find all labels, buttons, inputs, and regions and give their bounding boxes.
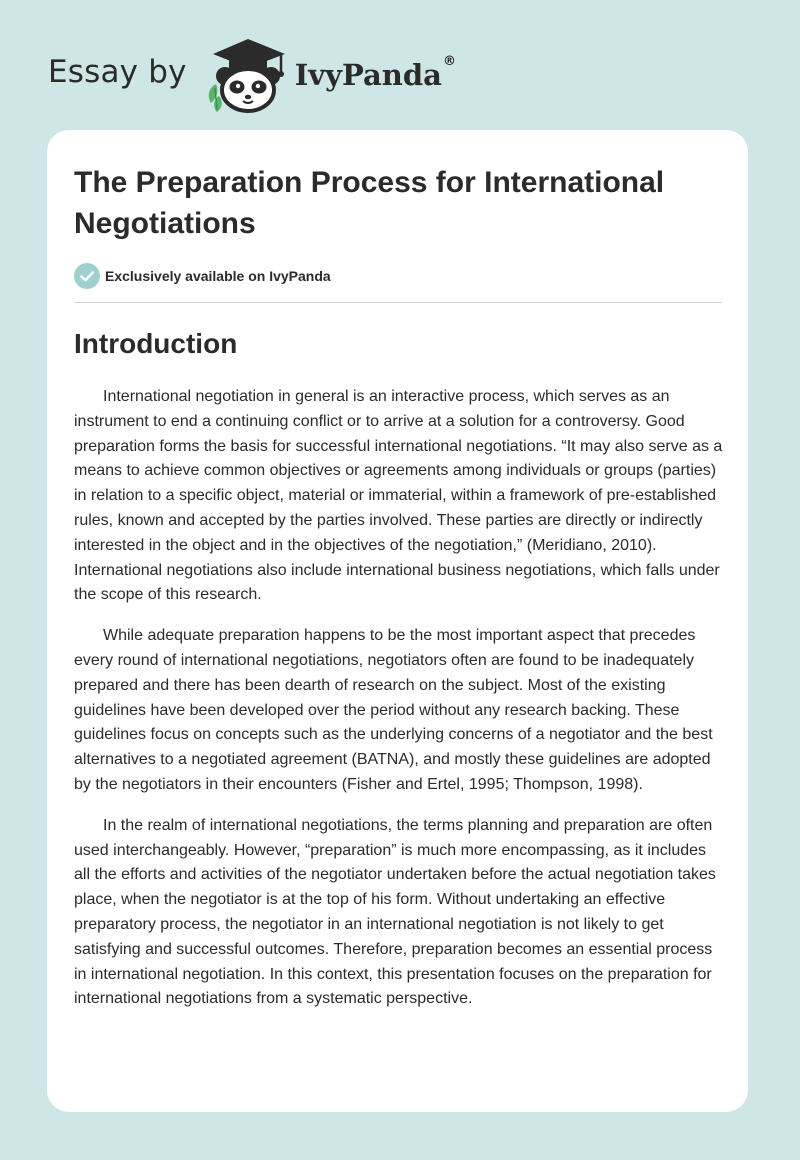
- brand-name: IvyPanda®: [294, 54, 456, 92]
- brand-essay-by: Essay by: [48, 54, 187, 90]
- exclusive-label: Exclusively available on IvyPanda: [105, 268, 331, 284]
- essay-title: The Preparation Process for International Negotiations: [74, 166, 665, 240]
- paragraph: International negotiation in general is an interactive process, which serves as an instrument to end a continuing conflict or to arrive at a solution for a controversy. Good preparation forms the basis for successful international negotiations. “It may also serve as a means to achieve common objectives or agreements among individuals or groups (parties) in relation to a specific object, material or immaterial, within a framework of pre-established rules, known and accepted by the parties involved. These parties are directly or indirectly interested in the object and in the objectives of the negotiation,” (Meridiano, 2010). International negotiations also include international business negotiations, which falls under the scope of this research.: [74, 388, 723, 604]
- essay-body: [74, 385, 724, 1028]
- section-heading-introduction: Introduction: [74, 328, 238, 359]
- exclusive-badge: [74, 263, 331, 289]
- title-divider: [74, 302, 722, 303]
- panda-logo-icon: [203, 34, 293, 114]
- site-brand[interactable]: [48, 34, 456, 114]
- check-circle-icon: [74, 263, 100, 289]
- essay-card: [47, 130, 748, 1112]
- paragraph: In the realm of international negotiations, the terms planning and preparation are often used interchangeably. However, “preparation” is much more encompassing, as it includes all the efforts and activities of the negotiator undertaken before the actual negotiation takes place, when the negotiator is at the top of his form. Without undertaking an effective preparatory process, the negotiator in an international negotiation is not likely to get satisfying and successful outcomes. Therefore, preparation becomes an essential process in international negotiation. In this context, this presentation focuses on the preparation for international negotiations from a systematic perspective.: [74, 816, 716, 1008]
- paragraph: While adequate preparation happens to be the most important aspect that precedes every round of international negotiations, negotiators often are found to be inadequately prepared and there has been dearth of research on the subject. Most of the existing guidelines have been developed over the period without any research backing. These guidelines focus on concepts such as the underlying concerns of a negotiator and the best alternatives to a negotiated agreement (BATNA), and mostly these guidelines are adopted by the negotiators in their encounters (Fisher and Ertel, 1995; Thompson, 1998).: [74, 627, 713, 793]
- brand-registered-mark: ®: [442, 54, 456, 69]
